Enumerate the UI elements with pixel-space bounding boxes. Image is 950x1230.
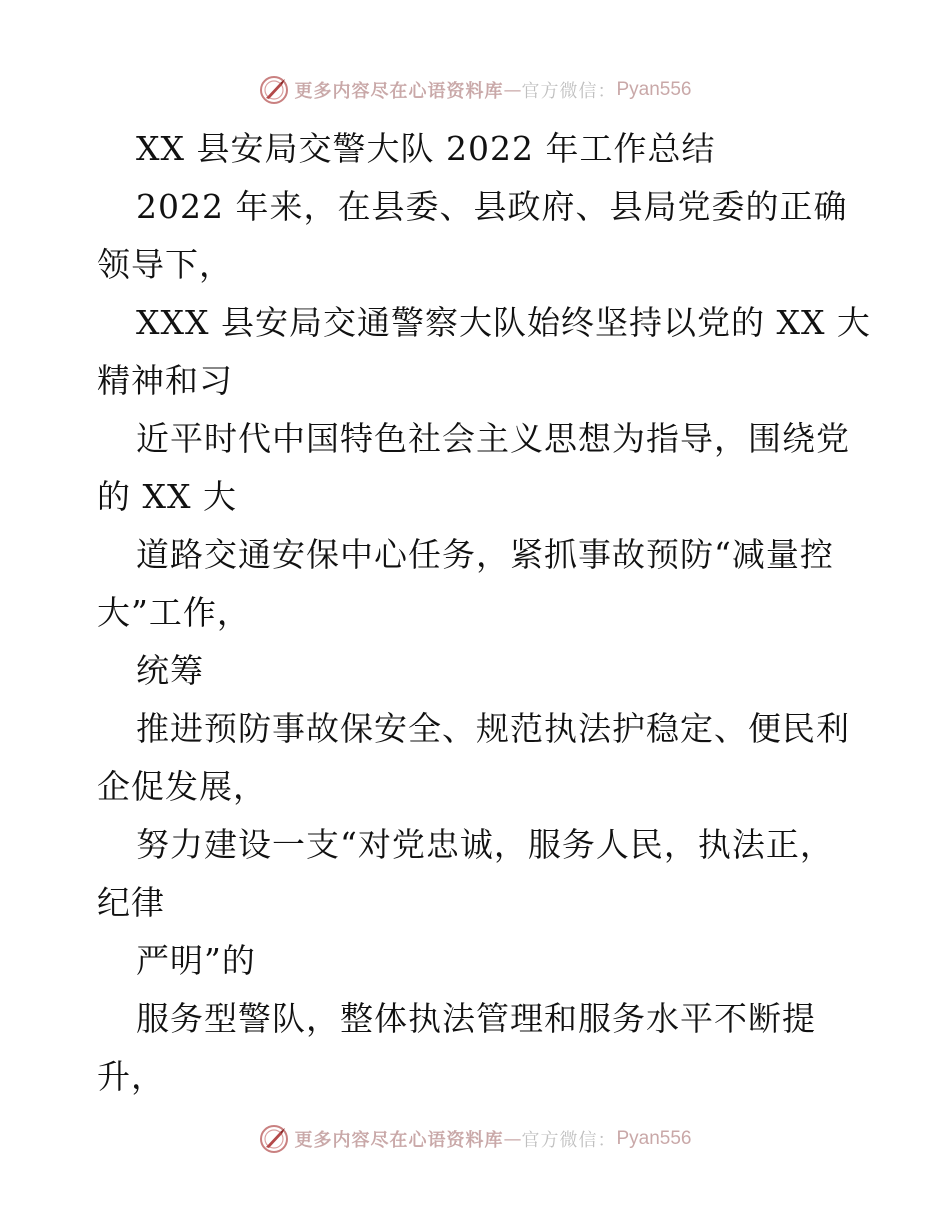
header-banner — [0, 70, 950, 110]
document-line: 升， — [97, 1057, 165, 1096]
document-line: 道路交通安保中心任务，紧抓事故预防“减量控 — [136, 535, 834, 574]
document-line: 2022 年来，在县委、县政府、县局党委的正确 — [136, 187, 848, 226]
document-body — [97, 120, 871, 1106]
wechat-id: Pyan556 — [616, 79, 692, 100]
separator-dash: — — [503, 79, 522, 101]
document-line: 的 XX 大 — [97, 477, 237, 516]
document-line: 服务型警队，整体执法管理和服务水平不断提 — [136, 999, 816, 1038]
document-line: XXX 县安局交通警察大队始终坚持以党的 XX 大 — [136, 303, 871, 342]
document-line: 领导下， — [97, 245, 233, 284]
document-line: 精神和习 — [97, 361, 233, 400]
brand-text: 更多内容尽在心语资料库 — [294, 1130, 504, 1151]
document-line: 近平时代中国特色社会主义思想为指导，围绕党 — [136, 419, 850, 458]
document-line: XX 县安局交警大队 2022 年工作总结 — [136, 129, 716, 168]
document-line: 大”工作， — [97, 593, 251, 632]
wechat-id: Pyan556 — [616, 1128, 692, 1149]
brand-text: 更多内容尽在心语资料库 — [294, 81, 504, 102]
quill-logo-icon — [258, 74, 290, 106]
footer-banner — [0, 1119, 950, 1159]
document-line: 努力建设一支“对党忠诚，服务人民，执法正， — [136, 825, 834, 864]
separator-dash: — — [503, 1128, 522, 1150]
wechat-label: 官方微信： — [521, 1130, 617, 1151]
document-line: 企促发展， — [97, 767, 267, 806]
document-line: 纪律 — [97, 883, 165, 922]
document-line: 推进预防事故保安全、规范执法护稳定、便民利 — [136, 709, 850, 748]
wechat-label: 官方微信： — [521, 81, 617, 102]
document-line: 严明”的 — [136, 941, 256, 980]
document-line: 统筹 — [136, 651, 204, 690]
quill-logo-icon — [258, 1123, 290, 1155]
